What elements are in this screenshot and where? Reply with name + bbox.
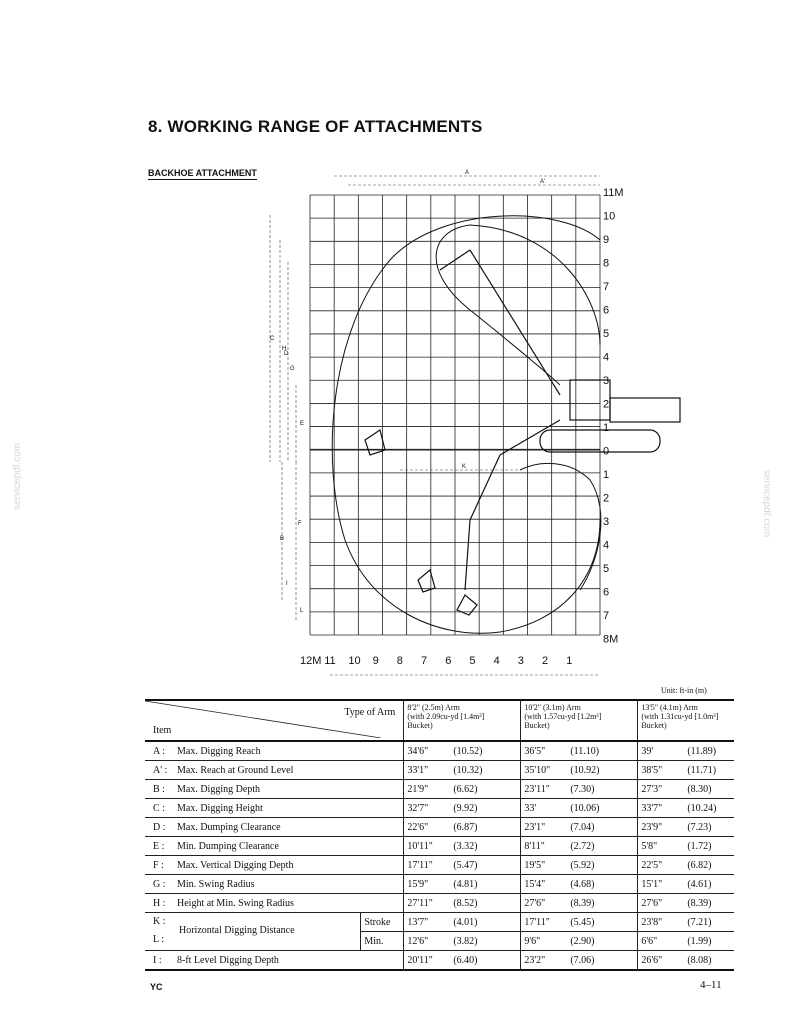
- value-ft-in: 21'9": [407, 783, 429, 795]
- table-row: [145, 780, 734, 799]
- row-value-cell: [404, 894, 521, 913]
- row-label: Max. Digging Depth: [177, 783, 261, 795]
- dimension-letter: A': [540, 179, 546, 185]
- l-code: L :: [153, 933, 165, 945]
- value-metric: (4.68): [570, 878, 595, 890]
- header-arm-2: [521, 700, 638, 741]
- value-ft-in: 15'9": [407, 878, 429, 890]
- l-v3-m: (1.99): [687, 935, 712, 947]
- row-label-cell: [145, 837, 404, 856]
- row-value-cell: [638, 875, 734, 894]
- row-code: A' :: [153, 764, 168, 776]
- bottom-scale-label: 7: [421, 655, 428, 667]
- value-ft-in: 23'11": [524, 783, 550, 795]
- dimension-letter: B: [280, 536, 285, 542]
- k-value-3: [638, 913, 734, 932]
- row-label: Min. Dumping Clearance: [177, 840, 279, 852]
- value-ft-in: 19'5": [524, 859, 546, 871]
- row-value-cell: [638, 818, 734, 837]
- i-code: I :: [153, 954, 162, 966]
- i-v2-m: (7.06): [570, 954, 595, 966]
- bottom-scale-label: 5: [469, 655, 476, 667]
- row-label: Max. Reach at Ground Level: [177, 764, 294, 776]
- value-metric: (5.92): [570, 859, 595, 871]
- table-row-i: [145, 951, 734, 971]
- row-label-cell: [145, 818, 404, 837]
- i-label-cell: [145, 951, 404, 971]
- value-metric: (11.71): [687, 764, 717, 776]
- value-metric: (2.72): [570, 840, 595, 852]
- right-scale-label: 4: [603, 351, 610, 364]
- l-value-1: [404, 932, 521, 951]
- bottom-scale-label: 4: [493, 655, 500, 667]
- row-value-cell: [638, 837, 734, 856]
- right-scale-label: 3: [603, 375, 610, 387]
- right-scale-label: 0: [603, 445, 610, 458]
- value-metric: (4.81): [453, 878, 478, 890]
- table-row: [145, 856, 734, 875]
- value-ft-in: 39': [641, 745, 654, 757]
- row-label: Max. Digging Height: [177, 802, 263, 814]
- row-label-cell: [145, 780, 404, 799]
- k-code: K :: [153, 915, 166, 927]
- arm-3-line1: 13'5" (4.1m) Arm: [641, 703, 698, 712]
- value-metric: (6.87): [453, 821, 478, 833]
- l-sub-label: Min.: [361, 932, 404, 951]
- l-v1-m: (3.82): [453, 935, 478, 947]
- value-ft-in: 23'9": [641, 821, 663, 833]
- row-code: C :: [153, 802, 165, 814]
- row-label-cell: [145, 761, 404, 780]
- i-label: 8-ft Level Digging Depth: [177, 954, 279, 966]
- row-value-cell: [404, 761, 521, 780]
- value-ft-in: 27'6": [641, 897, 663, 909]
- value-ft-in: 27'3": [641, 783, 663, 795]
- dimension-letter: C: [270, 336, 275, 342]
- i-v1-m: (6.40): [453, 954, 478, 966]
- k-value-1: [404, 913, 521, 932]
- value-metric: (8.52): [453, 897, 478, 909]
- row-value-cell: [521, 780, 638, 799]
- right-scale-label: 6: [603, 304, 610, 317]
- value-ft-in: 8'11": [524, 840, 545, 852]
- value-metric: (7.30): [570, 783, 595, 795]
- row-value-cell: [521, 799, 638, 818]
- row-value-cell: [638, 894, 734, 913]
- l-v1-ft: 12'6": [407, 935, 429, 947]
- horizontal-digging-label: Horizontal Digging Distance: [179, 924, 295, 936]
- header-arm-3: [638, 700, 734, 741]
- watermark-right: servicepdf.com: [761, 470, 772, 538]
- right-scale-label: 7: [603, 281, 610, 293]
- row-label: Height at Min. Swing Radius: [177, 897, 294, 909]
- value-ft-in: 34'6": [407, 745, 429, 757]
- row-code: G :: [153, 878, 166, 890]
- bottom-scale-label: 12M: [300, 655, 322, 667]
- row-value-cell: [521, 741, 638, 761]
- row-value-cell: [638, 856, 734, 875]
- bottom-scale-label: 8: [396, 655, 403, 667]
- bottom-scale: [300, 655, 572, 667]
- value-ft-in: 22'6": [407, 821, 429, 833]
- table-row: [145, 894, 734, 913]
- arm-2-line2: (with 1.57cu-yd [1.2m³]: [524, 712, 602, 721]
- right-scale-label: 8M: [603, 633, 619, 646]
- value-ft-in: 27'11": [407, 897, 433, 909]
- right-scale-label: 1: [603, 469, 610, 481]
- row-label: Min. Swing Radius: [177, 878, 255, 890]
- i-value-1: [404, 951, 521, 971]
- dimension-letter: H: [282, 346, 287, 352]
- value-ft-in: 38'5": [641, 764, 663, 776]
- value-metric: (7.23): [687, 821, 712, 833]
- i-v1-ft: 20'11": [407, 954, 433, 966]
- l-value-2: [521, 932, 638, 951]
- row-label: Max. Digging Reach: [177, 745, 261, 757]
- l-v3-ft: 6'6": [641, 935, 658, 947]
- table-row: [145, 818, 734, 837]
- k-value-2: [521, 913, 638, 932]
- dimension-letter: I: [286, 581, 288, 587]
- value-ft-in: 15'1": [641, 878, 663, 890]
- value-ft-in: 33': [524, 802, 537, 814]
- row-value-cell: [638, 761, 734, 780]
- right-scale-label: 5: [603, 563, 610, 575]
- value-metric: (1.72): [687, 840, 712, 852]
- row-value-cell: [521, 856, 638, 875]
- value-metric: (8.30): [687, 783, 712, 795]
- value-ft-in: 33'1": [407, 764, 429, 776]
- k-v3-ft: 23'8": [641, 916, 663, 928]
- i-v3-ft: 26'6": [641, 954, 663, 966]
- value-metric: (4.61): [687, 878, 712, 890]
- arm-3-line3: Bucket): [641, 721, 667, 730]
- arm-2-line3: Bucket): [524, 721, 550, 730]
- right-scale-label: 8: [603, 257, 610, 270]
- header-arm-1: [404, 700, 521, 741]
- value-metric: (8.39): [687, 897, 712, 909]
- value-metric: (8.39): [570, 897, 595, 909]
- value-metric: (10.32): [453, 764, 483, 776]
- specification-table: [145, 699, 734, 971]
- value-metric: (3.32): [453, 840, 478, 852]
- right-scale-label: 2: [603, 398, 610, 411]
- dimension-letter: L: [300, 608, 304, 614]
- bottom-scale-label: 6: [445, 655, 452, 667]
- diagram-grid: [310, 195, 600, 635]
- value-ft-in: 27'6": [524, 897, 546, 909]
- right-scale-label: 6: [603, 586, 610, 599]
- row-value-cell: [404, 780, 521, 799]
- row-code: B :: [153, 783, 165, 795]
- row-value-cell: [638, 780, 734, 799]
- right-scale-label: 7: [603, 610, 610, 622]
- bottom-scale-label: 3: [517, 655, 524, 667]
- arm-2-line1: 10'2" (3.1m) Arm: [524, 703, 581, 712]
- value-ft-in: 17'11": [407, 859, 433, 871]
- arm-3-line2: (with 1.31cu-yd [1.0m³]: [641, 712, 719, 721]
- bottom-scale-label: 1: [566, 655, 573, 667]
- value-ft-in: 22'5": [641, 859, 663, 871]
- subsection-title: BACKHOE ATTACHMENT: [148, 168, 257, 178]
- row-value-cell: [404, 741, 521, 761]
- k-v1-m: (4.01): [453, 916, 478, 928]
- value-ft-in: 23'1": [524, 821, 546, 833]
- bottom-scale-label: 10: [348, 655, 361, 667]
- row-value-cell: [638, 741, 734, 761]
- bottom-scale-label: 9: [372, 655, 379, 667]
- dimension-letter: K: [462, 464, 467, 470]
- watermark-left: servicepdf.com: [12, 442, 23, 510]
- dimension-letter: G: [290, 366, 295, 372]
- row-code: F :: [153, 859, 164, 871]
- row-value-cell: [404, 856, 521, 875]
- dimension-letter: D: [284, 351, 289, 357]
- value-metric: (9.92): [453, 802, 478, 814]
- k-sub-label: Stroke: [361, 913, 404, 932]
- value-ft-in: 15'4": [524, 878, 546, 890]
- value-metric: (10.92): [570, 764, 600, 776]
- value-metric: (6.82): [687, 859, 712, 871]
- k-v2-m: (5.45): [570, 916, 595, 928]
- row-value-cell: [404, 818, 521, 837]
- header-type-of-arm: Type of Arm: [344, 707, 396, 718]
- right-scale-label: 1: [603, 422, 610, 434]
- dimension-letters: [270, 170, 545, 614]
- row-value-cell: [404, 837, 521, 856]
- table-row-k: [145, 913, 734, 932]
- header-diagonal-cell: [145, 700, 404, 741]
- right-scale-label: 10: [603, 210, 616, 223]
- right-scale: [603, 187, 624, 646]
- k-v2-ft: 17'11": [524, 916, 550, 928]
- i-v2-ft: 23'2": [524, 954, 546, 966]
- value-metric: (5.47): [453, 859, 478, 871]
- dimension-letter: F: [298, 521, 302, 527]
- value-metric: (10.24): [687, 802, 717, 814]
- l-v2-ft: 9'6": [524, 935, 541, 947]
- row-value-cell: [521, 837, 638, 856]
- l-v2-m: (2.90): [570, 935, 595, 947]
- k-v1-ft: 13'7": [407, 916, 429, 928]
- value-metric: (6.62): [453, 783, 478, 795]
- table-row: [145, 741, 734, 761]
- row-value-cell: [521, 894, 638, 913]
- table-row: [145, 799, 734, 818]
- value-metric: (7.04): [570, 821, 595, 833]
- row-value-cell: [404, 875, 521, 894]
- right-scale-label: 3: [603, 516, 610, 528]
- table-row: [145, 875, 734, 894]
- dimension-letter: E: [300, 421, 305, 427]
- value-ft-in: 32'7": [407, 802, 429, 814]
- arm-1-line2: (with 2.09cu-yd [1.4m³]: [407, 712, 485, 721]
- row-code: A :: [153, 745, 165, 757]
- value-metric: (11.10): [570, 745, 600, 757]
- row-code: H :: [153, 897, 166, 909]
- section-title: 8. WORKING RANGE OF ATTACHMENTS: [148, 117, 483, 136]
- excavator-silhouette: [365, 250, 680, 615]
- row-code: E :: [153, 840, 165, 852]
- arm-1-line3: Bucket): [407, 721, 433, 730]
- i-value-2: [521, 951, 638, 971]
- table-header-row: [145, 700, 734, 741]
- footer-left: YC: [150, 982, 163, 992]
- right-scale-label: 5: [603, 328, 610, 340]
- value-metric: (11.89): [687, 745, 717, 757]
- i-value-3: [638, 951, 734, 971]
- dimension-letter: A: [465, 170, 470, 176]
- row-label-cell: [145, 856, 404, 875]
- row-value-cell: [521, 818, 638, 837]
- table-row: [145, 761, 734, 780]
- value-metric: (10.06): [570, 802, 600, 814]
- value-ft-in: 36'5": [524, 745, 546, 757]
- row-label: Max. Vertical Digging Depth: [177, 859, 294, 871]
- kl-label-cell: [145, 913, 361, 951]
- row-value-cell: [521, 875, 638, 894]
- right-scale-label: 4: [603, 539, 610, 552]
- row-label-cell: [145, 799, 404, 818]
- row-value-cell: [521, 761, 638, 780]
- k-v3-m: (7.21): [687, 916, 712, 928]
- l-value-3: [638, 932, 734, 951]
- bottom-scale-label: 2: [542, 655, 549, 667]
- right-scale-label: 2: [603, 492, 610, 505]
- header-item: Item: [153, 725, 172, 736]
- row-label: Max. Dumping Clearance: [177, 821, 281, 833]
- value-ft-in: 5'8": [641, 840, 658, 852]
- right-scale-label: 11M: [603, 187, 624, 199]
- unit-note: Unit: ft-in (m): [661, 686, 707, 695]
- footer-page-number: 4–11: [700, 979, 722, 991]
- row-label-cell: [145, 875, 404, 894]
- row-label-cell: [145, 894, 404, 913]
- bottom-scale-label: 11: [324, 655, 336, 667]
- value-ft-in: 35'10": [524, 764, 551, 776]
- row-value-cell: [404, 799, 521, 818]
- value-ft-in: 33'7": [641, 802, 663, 814]
- value-ft-in: 10'11": [407, 840, 433, 852]
- row-value-cell: [638, 799, 734, 818]
- row-label-cell: [145, 741, 404, 761]
- table-row: [145, 837, 734, 856]
- value-metric: (10.52): [453, 745, 483, 757]
- arm-1-line1: 8'2" (2.5m) Arm: [407, 703, 460, 712]
- row-code: D :: [153, 821, 166, 833]
- right-scale-label: 9: [603, 234, 610, 246]
- i-v3-m: (8.08): [687, 954, 712, 966]
